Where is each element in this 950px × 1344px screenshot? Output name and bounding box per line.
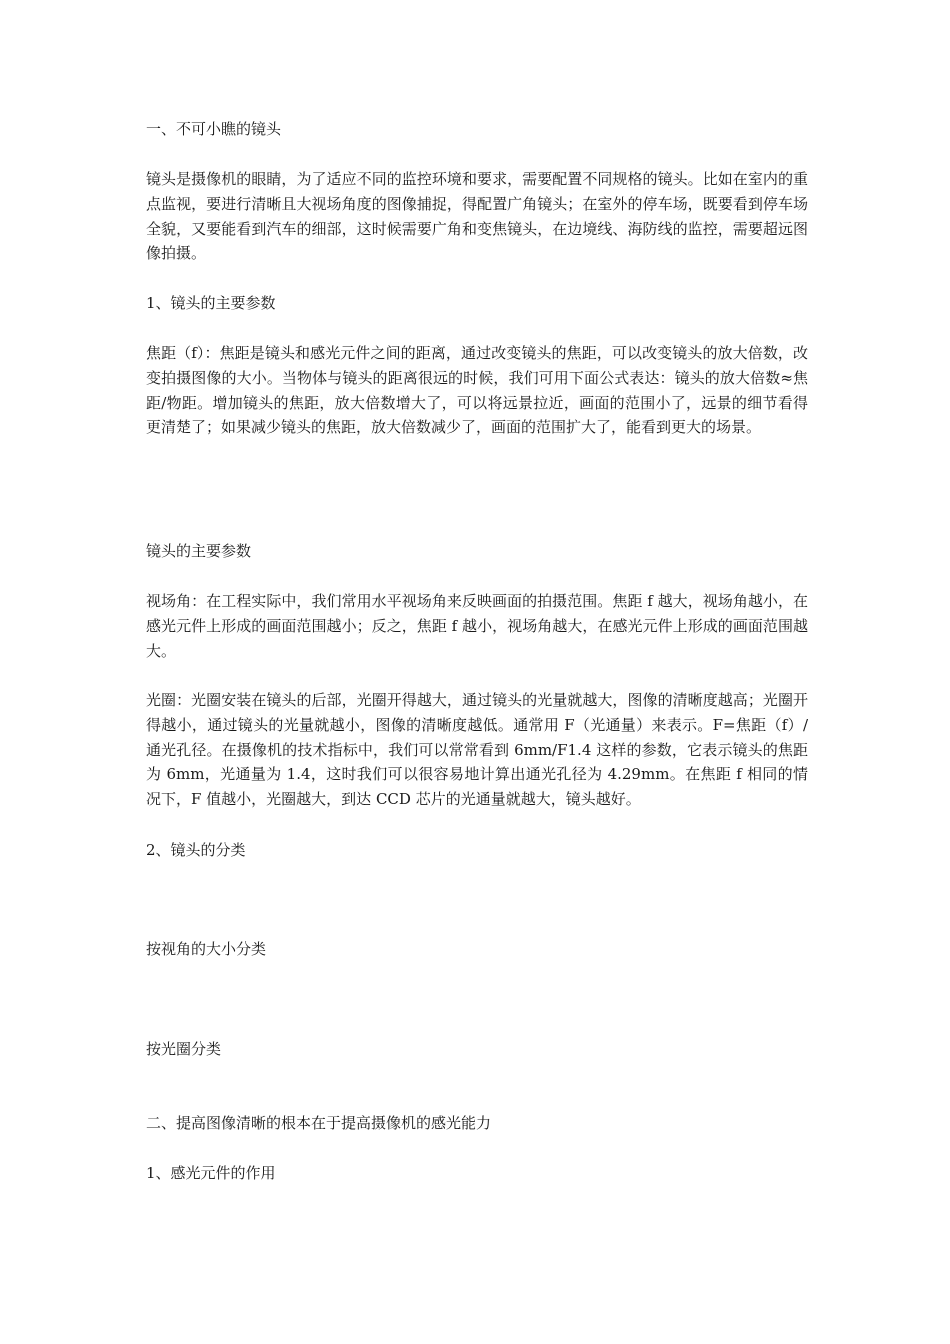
- heading-classify-by-aperture: 按光圈分类: [146, 1040, 222, 1058]
- paragraph-aperture: 光圈：光圈安装在镜头的后部，光圈开得越大，通过镜头的光量就越大，图像的清晰度越高；光圈开得越小，通过镜头的光量就越小，图像的清晰度越低。通常用 F（光通量）来表示。F=焦距（f）/通光孔径。在摄像机的技术指标中，我们可以常常看到 6mm/F1.4 这样的参数，它表示镜头的焦距为 6mm，光通量为 1.4，这时我们可以很容易地计算出通光孔径为 4.29mm。在焦距 f 相同的情况下，F 值越小，光圈越大，到达 CCD 芯片的光通量就越大，镜头越好。: [146, 691, 808, 809]
- section-heading-sensitivity: 二、提高图像清晰的根本在于提高摄像机的感光能力: [146, 1114, 492, 1132]
- subheading-sensor-role: 1、感光元件的作用: [146, 1164, 276, 1182]
- section-heading-lens: 一、不可小瞧的镜头: [146, 120, 282, 138]
- heading-classify-by-angle: 按视角的大小分类: [146, 940, 267, 958]
- subheading-lens-parameters: 1、镜头的主要参数: [146, 294, 276, 312]
- heading-main-parameters: 镜头的主要参数: [146, 542, 252, 560]
- paragraph-focal-length: 焦距（f）：焦距是镜头和感光元件之间的距离，通过改变镜头的焦距，可以改变镜头的放大倍数，改变拍摄图像的大小。当物体与镜头的距离很远的时候，我们可用下面公式表达：镜头的放大倍数≈焦距/物距。增加镜头的焦距，放大倍数增大了，可以将远景拉近，画面的范围小了，远景的细节看得更清楚了；如果减少镜头的焦距，放大倍数减少了，画面的范围扩大了，能看到更大的场景。: [146, 344, 808, 437]
- paragraph-field-of-view: 视场角：在工程实际中，我们常用水平视场角来反映画面的拍摄范围。焦距 f 越大，视场角越小，在感光元件上形成的画面范围越小；反之，焦距 f 越小，视场角越大，在感光元件上形成的画面范围越大。: [146, 592, 808, 660]
- paragraph-lens-intro: 镜头是摄像机的眼睛，为了适应不同的监控环境和要求，需要配置不同规格的镜头。比如在室内的重点监视，要进行清晰且大视场角度的图像捕捉，得配置广角镜头；在室外的停车场，既要看到停车场全貌，又要能看到汽车的细部，这时候需要广角和变焦镜头，在边境线、海防线的监控，需要超远图像拍摄。: [146, 170, 808, 263]
- subheading-lens-classification: 2、镜头的分类: [146, 841, 246, 859]
